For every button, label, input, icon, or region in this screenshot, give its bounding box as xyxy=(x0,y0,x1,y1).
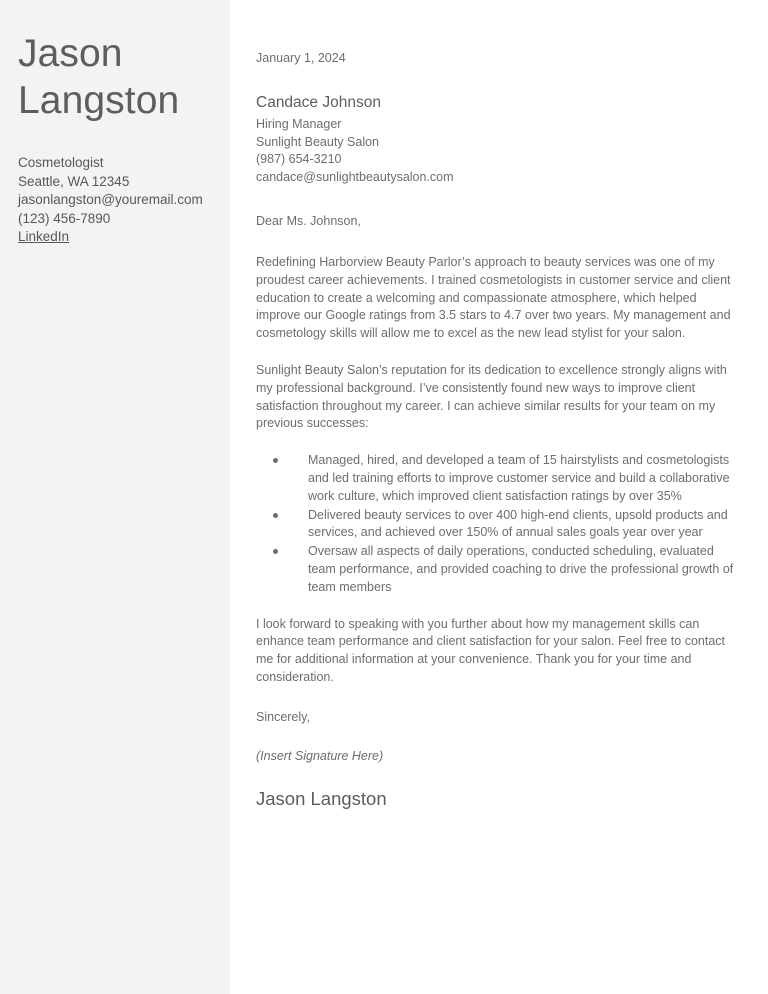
recipient-company: Sunlight Beauty Salon xyxy=(256,134,380,149)
letter-date: January 1, 2024 xyxy=(256,51,346,65)
applicant-job-title: Cosmetologist xyxy=(18,155,104,170)
recipient-email: candace@sunlightbeautysalon.com xyxy=(256,169,454,184)
applicant-name xyxy=(18,30,212,124)
applicant-location: Seattle, WA 12345 xyxy=(18,173,130,189)
salutation: Dear Ms. Johnson, xyxy=(256,214,361,228)
contact-block xyxy=(18,154,212,247)
linkedin-link[interactable]: LinkedIn xyxy=(18,229,70,244)
bullet-dot-icon xyxy=(273,458,278,463)
recipient-name: Candace Johnson xyxy=(256,94,381,111)
bullet-dot-icon xyxy=(273,513,278,518)
sign-off: Sincerely, xyxy=(256,709,310,724)
recipient-phone: (987) 654-3210 xyxy=(256,152,342,166)
body-paragraph-1: Redefining Harborview Beauty Parlor’s approach to beauty services was one of my proudest career achievements. I trained cosmetologists in customer service and client education to create a welcoming and compassionate atmosphere, which helped improve our Google ratings from 3.5 stars to 4.7 over two years. My management and cosmetology skills will allow me to excel as the new lead stylist for your salon. xyxy=(256,255,731,341)
list-item xyxy=(256,452,740,505)
letter-body xyxy=(230,0,768,994)
list-item xyxy=(256,543,740,596)
list-item-text: Delivered beauty services to over 400 high-end clients, upsold products and services, and achieved over 150% of annual sales goals year over year xyxy=(308,507,728,540)
signature-name: Jason Langston xyxy=(256,787,387,809)
list-item-text: Oversaw all aspects of daily operations, conducted scheduling, evaluated team performance, and provided coaching to drive the professional growth of team members xyxy=(308,544,734,594)
applicant-email: jasonlangston@youremail.com xyxy=(18,192,203,207)
body-paragraph-2: Sunlight Beauty Salon’s reputation for its dedication to excellence strongly aligns with my professional background. I’ve consistently found new ways to improve client satisfaction throughout my career. I can achieve similar results for your team on my previous successes: xyxy=(256,362,727,431)
recipient-block xyxy=(256,92,740,186)
applicant-phone: (123) 456-7890 xyxy=(18,210,111,226)
sidebar xyxy=(0,0,230,994)
list-item-text: Managed, hired, and developed a team of 15 hairstylists and cosmetologists and led training efforts to improve customer service and build a collaborative work culture, which improved client satisfaction ratings by over 35% xyxy=(308,453,730,503)
recipient-job-title: Hiring Manager xyxy=(256,117,342,131)
achievement-list xyxy=(256,452,740,596)
applicant-first-name: Jason xyxy=(18,32,123,75)
signature-placeholder: (Insert Signature Here) xyxy=(256,748,384,763)
closing-paragraph: I look forward to speaking with you further about how my management skills can enhance team performance and client satisfaction for your salon. Feel free to contact me for additional information at your convenience. Thank you for your time and consideration. xyxy=(256,616,726,684)
applicant-last-name: Langston xyxy=(18,79,180,122)
list-item xyxy=(256,507,740,543)
bullet-dot-icon xyxy=(273,549,278,554)
